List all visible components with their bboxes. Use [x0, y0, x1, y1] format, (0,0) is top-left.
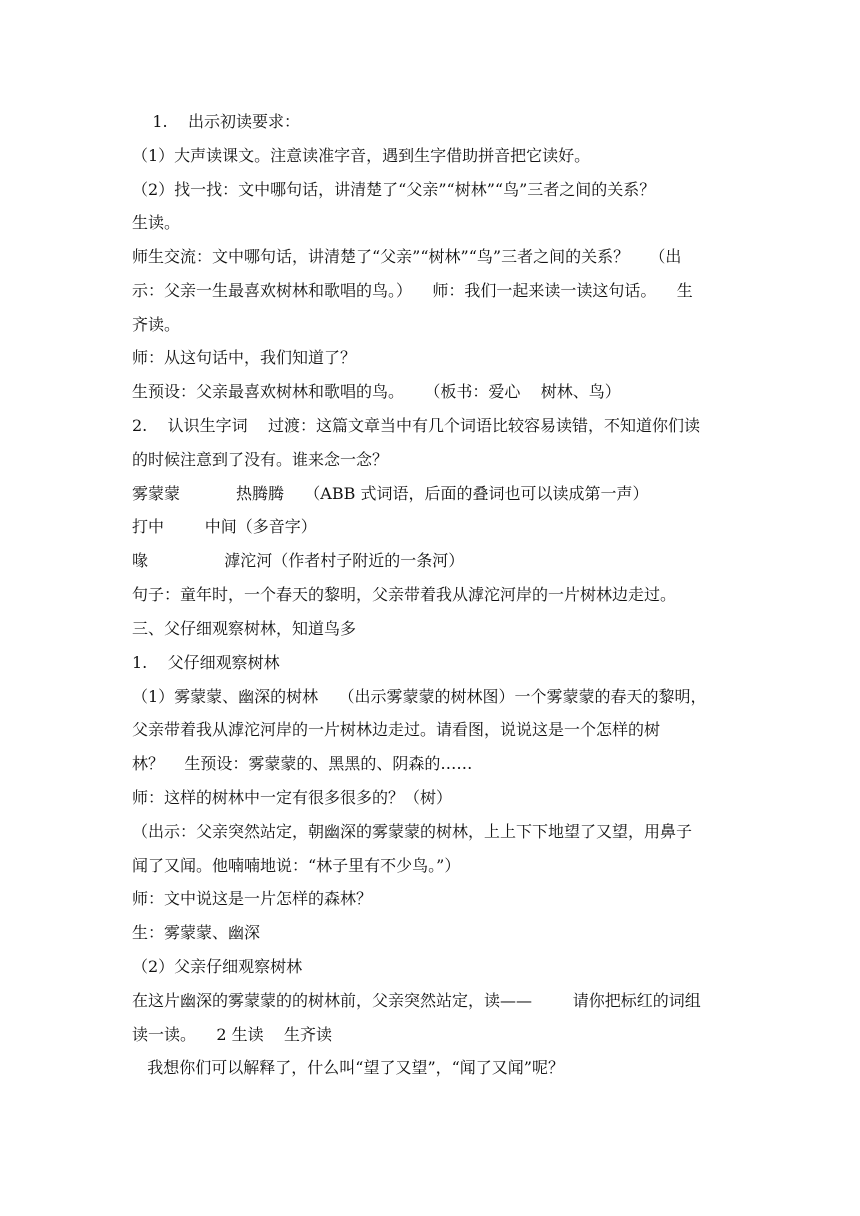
- paragraph-line: 齐读。: [132, 315, 181, 334]
- paragraph-line: 示：父亲一生最喜欢树林和歌唱的鸟。） 师：我们一起来读一读这句话。 生: [132, 281, 693, 300]
- paragraph-line: 生：雾蒙蒙、幽深: [132, 923, 261, 942]
- vocabulary-line: 喙 滹沱河（作者村子附近的一条河）: [132, 551, 465, 570]
- vocabulary-line: 打中 中间（多音字）: [132, 517, 317, 536]
- paragraph-line: 父亲带着我从滹沱河岸的一片树林边走过。请看图，说说这是一个怎样的树: [132, 720, 661, 739]
- heading-new-words: 2. 认识生字词 过渡：这篇文章当中有几个词语比较容易读错，不知道你们读: [132, 416, 700, 435]
- paragraph-line: 师：文中说这是一片怎样的森林？: [132, 889, 373, 908]
- paragraph-line: 读一读。 2 生读 生齐读: [132, 1025, 332, 1044]
- vocabulary-line: 雾蒙蒙 热腾腾 （ABB 式词语，后面的叠词也可以读成第一声）: [132, 484, 649, 503]
- paragraph-line: 闻了又闻。他喃喃地说：“林子里有不少鸟。”）: [132, 856, 461, 875]
- paragraph-line: （1）雾蒙蒙、幽深的树林 （出示雾蒙蒙的树林图）一个雾蒙蒙的春天的黎明，: [132, 687, 707, 706]
- paragraph-line: （出示：父亲突然站定，朝幽深的雾蒙蒙的树林，上上下下地望了又望，用鼻子: [132, 822, 693, 841]
- paragraph-line: 林？ 生预设：雾蒙蒙的、黑黑的、阴森的……: [132, 754, 473, 773]
- paragraph-line: 生预设：父亲最喜欢树林和歌唱的鸟。 （板书：爱心 树林、鸟）: [132, 382, 621, 401]
- subsection-heading: 1. 父仔细观察树林: [132, 653, 280, 672]
- paragraph-line: 师：这样的树林中一定有很多很多的？（树）: [132, 788, 453, 807]
- paragraph-line: （1）大声读课文。注意读准字音，遇到生字借助拼音把它读好。: [132, 146, 591, 165]
- paragraph-line: 师生交流：文中哪句话，讲清楚了“父亲”“树林”“鸟”三者之间的关系？ （出: [132, 247, 682, 266]
- paragraph-line: 在这片幽深的雾蒙蒙的的树林前，父亲突然站定，读—— 请你把标红的词组: [132, 991, 701, 1010]
- paragraph-line: 生读。: [132, 213, 181, 232]
- section-heading: 三、父仔细观察树林，知道鸟多: [132, 619, 357, 638]
- heading-reading-requirements: 1. 出示初读要求：: [132, 112, 300, 131]
- paragraph-line: （2）找一找：文中哪句话，讲清楚了“父亲”“树林”“鸟”三者之间的关系？: [132, 180, 656, 199]
- paragraph-line: 句子：童年时，一个春天的黎明，父亲带着我从滹沱河岸的一片树林边走过。: [132, 585, 677, 604]
- paragraph-line: （2）父亲仔细观察树林: [132, 957, 303, 976]
- paragraph-line: 师：从这句话中，我们知道了？: [132, 348, 357, 367]
- paragraph-line: 我想你们可以解释了，什么叫“望了又望”，“闻了又闻”呢？: [132, 1058, 564, 1077]
- paragraph-line: 的时候注意到了没有。谁来念一念？: [132, 450, 389, 469]
